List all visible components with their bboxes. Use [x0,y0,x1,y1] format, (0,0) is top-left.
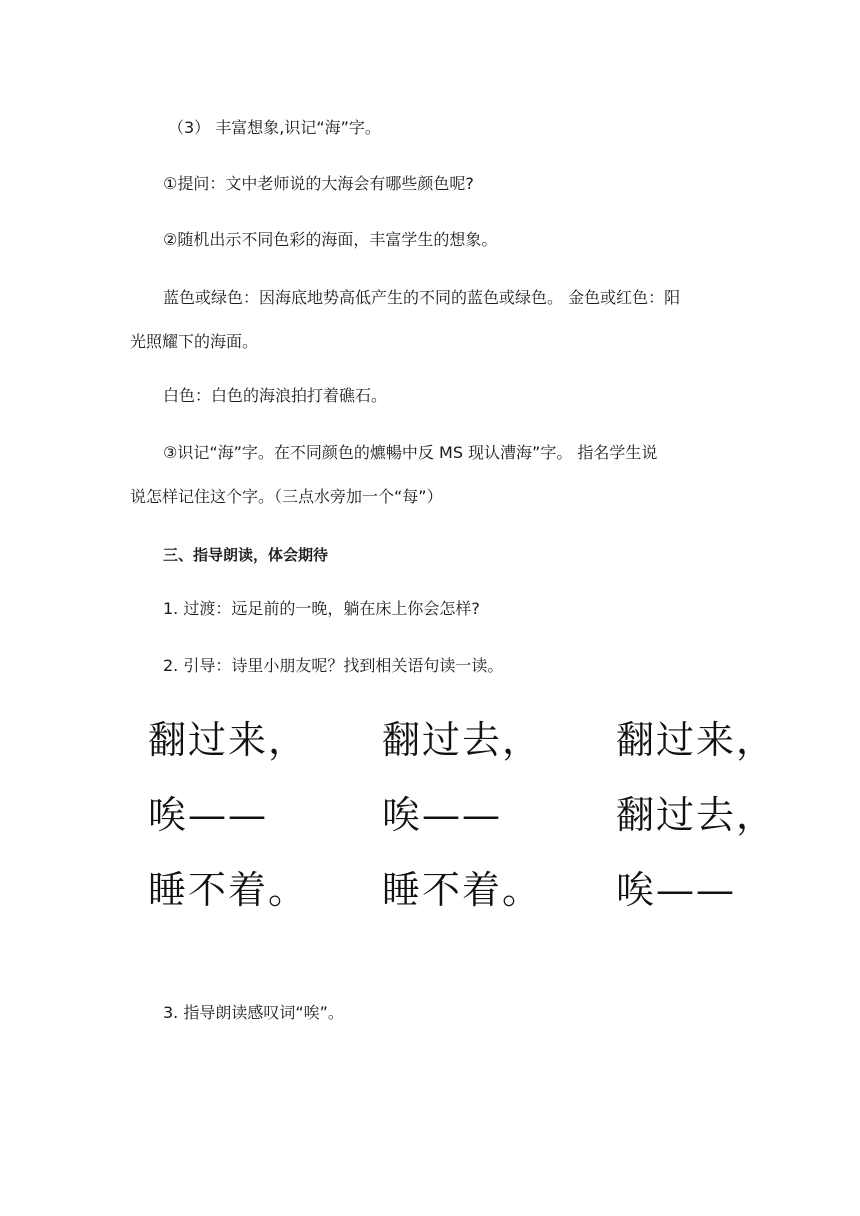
section-heading: 三、指导朗读，体会期待 [163,546,329,564]
poem-line: 唉—— [382,793,503,837]
colors-paragraph-line2: 光照耀下的海面。 [130,332,259,351]
white-paragraph: 白色：白色的海浪拍打着礁石。 [163,386,388,405]
colors-paragraph-line1: 蓝色或绿色：因海底地势高低产生的不同的蓝色或绿色。 金色或红色：阳 [163,288,681,307]
guide-paragraph: 2. 引导：诗里小朋友呢？找到相关语句读一读。 [163,656,504,675]
question-paragraph: ①提问：文中老师说的大海会有哪些颜色呢? [163,174,474,193]
poem-line: 睡不着。 [382,868,543,912]
poem-line: 唉—— [616,868,737,912]
transition-paragraph: 1. 过渡：远足前的一晚，躺在床上你会怎样? [163,599,480,618]
poem-line: 唉—— [148,793,269,837]
subsection-heading: （3） 丰富想象,识记“海”字。 [168,118,381,137]
step-paragraph: ②随机出示不同色彩的海面，丰富学生的想象。 [163,230,498,249]
poem-line: 翻过来， [148,718,309,762]
poem-line: 翻过去， [616,793,777,837]
poem-line: 翻过去， [382,718,543,762]
poem-line: 翻过来， [616,718,777,762]
identify-paragraph-line2: 说怎样记住这个字。（三点水旁加一个“每”） [130,487,443,506]
poem-line: 睡不着。 [148,868,309,912]
reading-paragraph: 3. 指导朗读感叹词“唉”。 [163,1003,344,1022]
identify-paragraph-line1: ③识记“海”字。在不同颜色的爊暢中反 MS 现认漕海”字。 指名学生说 [163,443,658,462]
